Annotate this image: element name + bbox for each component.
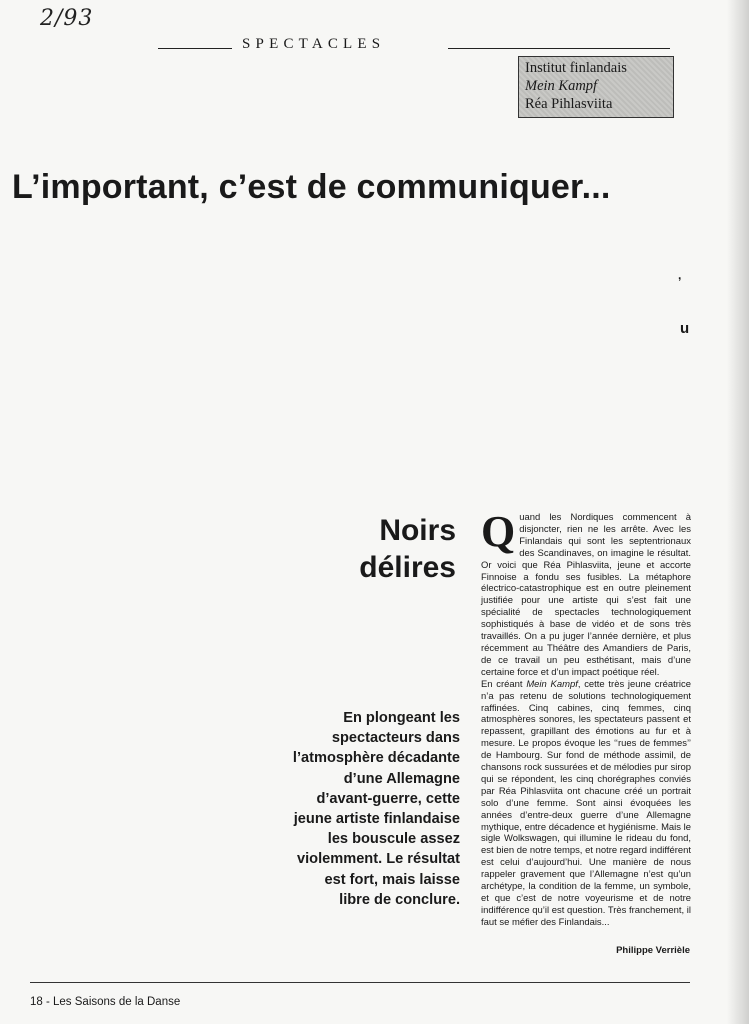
footer-rule	[30, 982, 690, 983]
page-footer: 18 - Les Saisons de la Danse	[30, 996, 181, 1008]
show-title-italic: Mein Kampf	[526, 678, 578, 690]
article-body	[481, 507, 691, 929]
stamp-artist: Réa Pihlasviita	[525, 96, 613, 112]
stamp-show-title: Mein Kampf	[525, 78, 598, 94]
paragraph-1-text: uand les Nordiques commencent à disjoncter, rien ne les arrête. Avec les Finlandais qui sont les septentrionaux des Scandinaves, on imagine le résultat. Or voici que Réa Pihlasviita, jeune et accorte Finnoise a fondu ses fusibles. La métaphore électrico-catastrophique est en outre pleinement justifiée pour une artiste qui s’est fait une spécialité de spectacles technologiquement sophistiqués à base de vidéo et de sons très travaillés. On a pu juger l’année dernière, et plus récemment au Théâtre des Amandiers de Paris, de ce travail un peu esthétisant, mais d’une certaine force et d’un impact poétique réel.	[481, 512, 691, 678]
section-rule-left	[158, 48, 232, 49]
stamp-venue: Institut finlandais	[525, 60, 627, 76]
stray-mark-letter: u	[680, 320, 690, 337]
feature-title-line2: délires	[359, 551, 456, 584]
section-rule-right	[448, 48, 670, 49]
article-author: Philippe Verrièle	[616, 945, 690, 956]
feature-lede: En plongeant les spectacteurs dans l’atmosphère décadante d’une Allemagne d’avant-guerre, cette jeune artiste finlandaise les bouscule assez violemment. Le résultat est fort, mais laisse libre de conclure.	[292, 710, 460, 908]
section-label: SPECTACLES	[242, 36, 386, 52]
article-paragraph-1	[481, 507, 691, 679]
event-stamp	[518, 56, 674, 118]
drop-cap: Q	[481, 507, 516, 556]
article-paragraph-2	[481, 679, 691, 929]
paragraph-2-lead: En créant	[481, 678, 527, 690]
paragraph-2-text: , cette très jeune créatrice n’a pas retenu de solutions technologiquement raffinées. Cinq cabines, cinq femmes, cinq atmosphères sonores, les spectateurs passent et repassent, grapillant des émotions au fur et à mesure. Le propos évoque les ‘‘rues de femmes’’ de Hambourg. Sur fond de méthode assimil, de chansons rock sussurées et de mélodies pur sirop qui se répondent, les cinq chorégraphes conviés par Réa Pihlasviita ont chacune créé un portrait solo d’une femme. Sont ainsi évoquées les années d’entre-deux guerre d’une Allemagne mythique, entre décadence et hygiénisme. Mais le sigle Wolkswagen, qui illumine le rideau du fond, est bien de notre temps, et notre regard indifférent est celui d’aujourd’hui. Une manière de nous rappeler gravement que l’Allemagne n’est qu’un archétype, la condition de la femme, un symbole, et que c’est de notre voyeurisme et de notre indifférence qu’il est question. Très franchement, il faut se méfier des Finlandais...	[481, 678, 691, 928]
page-edge-shadow	[727, 0, 749, 1024]
feature-title	[300, 512, 456, 586]
feature-title-line1: Noirs	[379, 514, 456, 547]
stray-mark-comma: ,	[678, 268, 682, 282]
page-headline: L’important, c’est de communiquer...	[12, 168, 611, 206]
section-header	[158, 36, 670, 58]
handwritten-note: 2/93	[40, 6, 94, 31]
